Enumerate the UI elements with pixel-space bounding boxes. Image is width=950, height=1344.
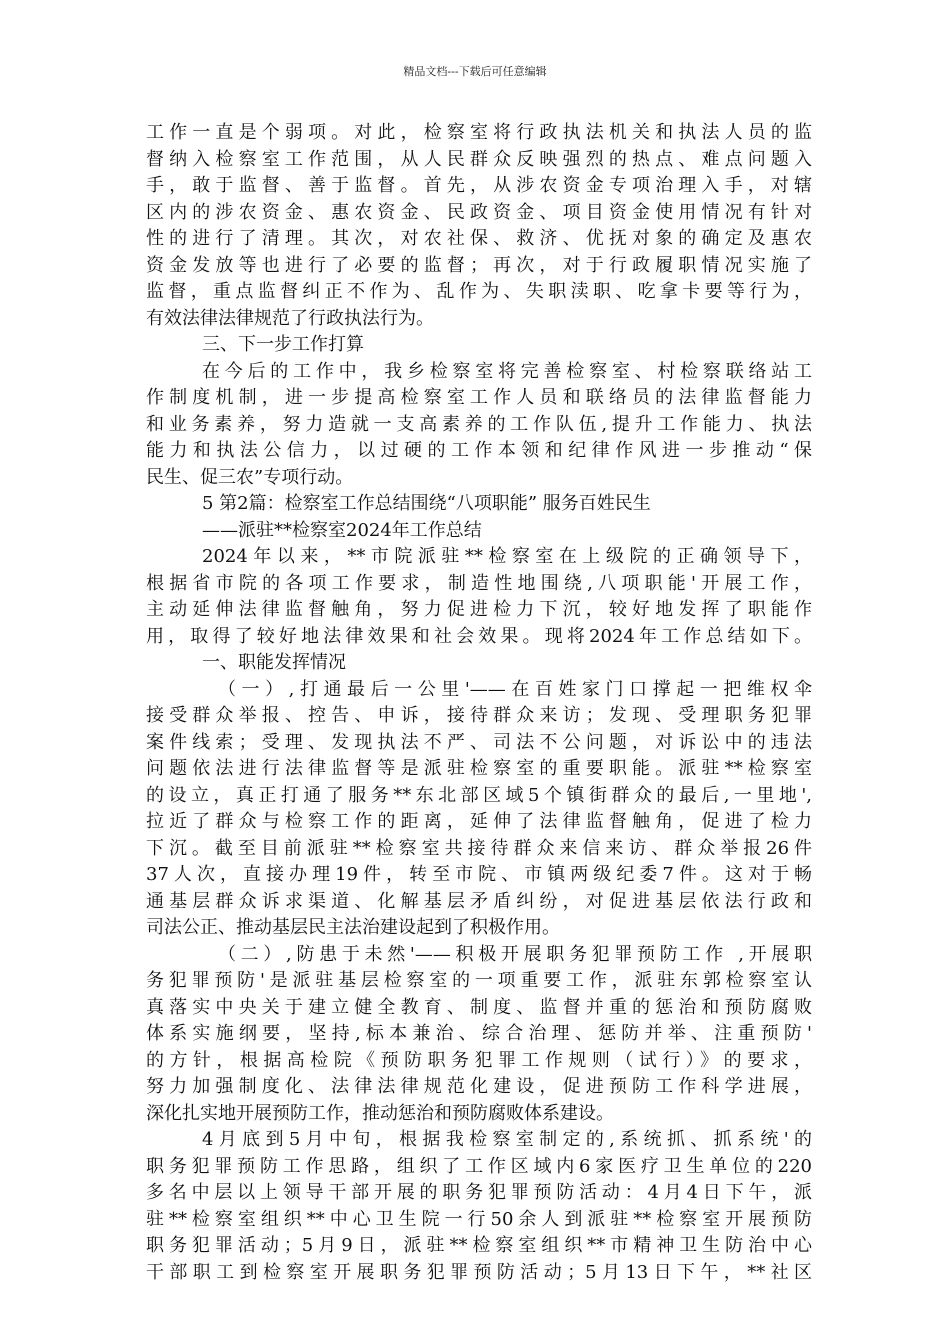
page-header: 精品文档---下载后可任意编辑 <box>403 65 547 78</box>
text-line: 作制度机制，进一步提高检察室工作人员和联络员的法律监督能力 <box>146 387 812 408</box>
text-line: 职务犯罪活动；5月9日，派驻**检察室组织**市精神卫生防治中心 <box>146 1235 812 1256</box>
text-line: （二）,防患于未然'——积极开展职务犯罪预防工作 ,开展职 <box>218 943 812 965</box>
text-line: 主动延伸法律监督触角，努力促进检力下沉，较好地发挥了职能作 <box>146 599 812 620</box>
text-line: 区内的涉农资金、惠农资金、民政资金、项目资金使用情况有针对 <box>146 201 812 223</box>
text-line: 资金发放等也进行了必要的监督；再次，对于行政履职情况实施了 <box>146 254 812 276</box>
text-line: 一、职能发挥情况 <box>202 652 346 673</box>
text-line: 能力和执法公信力，以过硬的工作本领和纪律作风进一步推动“保 <box>146 440 812 461</box>
text-line: 深化扎实地开展预防工作，推动惩治和预防腐败体系建设。 <box>146 1102 614 1124</box>
text-line: 司法公正、推动基层民主法治建设起到了积极作用。 <box>146 917 560 938</box>
document-body <box>146 120 812 1286</box>
text-line: 的设立，真正打通了服务**东北部区域5个镇街群众的最后,一里地', <box>146 784 812 806</box>
text-line: 接受群众举报、控告、申诉，接待群众来访；发现、受理职务犯罪 <box>146 705 812 726</box>
text-line: 三、下一步工作打算 <box>202 334 364 355</box>
text-line: 问题依法进行法律监督等是派驻检察室的重要职能。派驻**检察室 <box>146 758 812 779</box>
text-line: 37人次，直接办理19件，转至市院、市镇两级纪委7件。这对于畅 <box>146 864 812 885</box>
text-line: 驻**检察室组织**中心卫生院一行50余人到派驻**检察室开展预防 <box>146 1208 812 1230</box>
text-line: 工作一直是个弱项。对此，检察室将行政执法机关和执法人员的监 <box>146 122 812 143</box>
text-line: 职务犯罪预防工作思路，组织了工作区域内6家医疗卫生单位的220 <box>146 1155 812 1177</box>
text-line: 多名中层以上领导干部开展的职务犯罪预防活动：4月4日下午，派 <box>146 1182 812 1203</box>
text-line: 有效法律法律规范了行政执法行为。 <box>146 307 434 329</box>
text-line: 在今后的工作中，我乡检察室将完善检察室、村检察联络站工 <box>202 360 812 382</box>
text-line: 下沉。截至目前派驻**检察室共接待群众来信来访、群众举报26件 <box>146 837 812 859</box>
text-line: 案件线索；受理、发现执法不严、司法不公问题，对诉讼中的违法 <box>146 731 812 753</box>
text-line: ——派驻**检察室2024年工作总结 <box>202 519 482 541</box>
text-line: 务犯罪预防'是派驻基层检察室的一项重要工作，派驻东郭检察室认 <box>146 970 812 991</box>
text-line: 2024年以来，**市院派驻**检察室在上级院的正确领导下， <box>202 546 812 567</box>
text-line: 手，敢于监督、善于监督。首先，从涉农资金专项治理入手，对辖 <box>146 175 812 196</box>
text-line: 干部职工到检察室开展职务犯罪预防活动；5月13日下午，**社区 <box>146 1261 812 1283</box>
text-line: 5 第2篇：检察室工作总结围绕“八项职能” 服务百姓民生 <box>202 493 651 514</box>
text-line: 监督，重点监督纠正不作为、乱作为、失职渎职、吃拿卡要等行为， <box>146 281 812 302</box>
text-line: 用，取得了较好地法律效果和社会效果。现将2024年工作总结如下。 <box>146 625 812 647</box>
text-line: 拉近了群众与检察工作的距离，延伸了法律监督触角，促进了检力 <box>146 811 812 832</box>
text-line: 4月底到5月中旬，根据我检察室制定的,系统抓、抓系统'的 <box>202 1129 812 1150</box>
text-line: 性的进行了清理。其次，对农社保、救济、优抚对象的确定及惠农 <box>146 228 812 249</box>
text-line: （一）,打通最后一公里'——在百姓家门口撑起一把维权伞 <box>218 678 812 700</box>
text-line: 督纳入检察室工作范围，从人民群众反映强烈的热点、难点问题入 <box>146 148 812 170</box>
text-line: 根据省市院的各项工作要求，制造性地围绕,八项职能'开展工作， <box>146 572 812 594</box>
text-line: 的方针，根据高检院《预防职务犯罪工作规则（试行）》的要求， <box>146 1049 812 1071</box>
text-line: 通基层群众诉求渠道、化解基层矛盾纠纷，对促进基层依法行政和 <box>146 890 812 912</box>
text-line: 体系实施纲要，坚持,标本兼治、综合治理、惩防并举、注重预防' <box>146 1023 812 1044</box>
text-line: 努力加强制度化、法律法律规范化建设，促进预防工作科学进展， <box>146 1076 812 1097</box>
text-line: 民生、促三农”专项行动。 <box>146 466 354 488</box>
text-line: 真落实中央关于建立健全教育、制度、监督并重的惩治和预防腐败 <box>146 996 812 1018</box>
text-line: 和业务素养，努力造就一支高素养的工作队伍,提升工作能力、执法 <box>146 413 812 435</box>
